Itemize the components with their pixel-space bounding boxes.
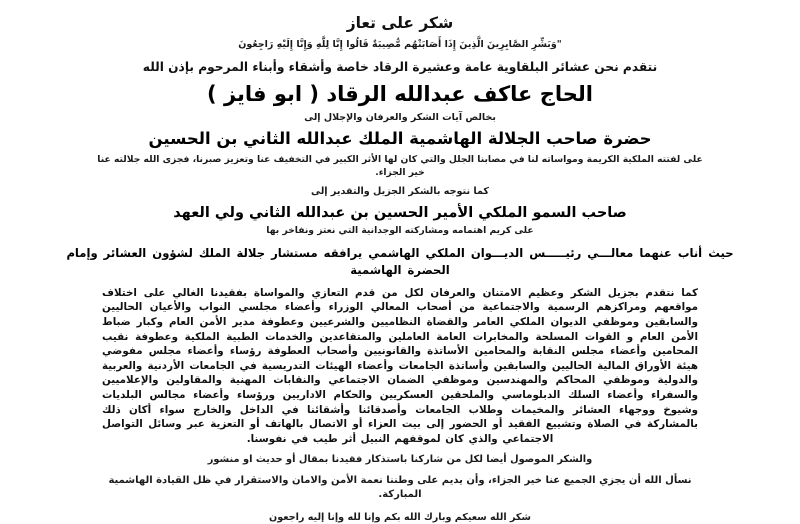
crown-prince-lead-line: كما نتوجه بالشكر الجزيل والتقدير إلى [310,185,490,197]
crown-prince-gratitude-note: على كريم اهتمامه ومشاركته الوجدانية التي نعتز ونفاخر بها [266,225,534,237]
family-intro-line: نتقدم نحن عشائر البلقاوية عامة وعشيرة الرقاد خاصة وأشقاء وأبناء المرحوم بإذن الله [142,60,658,75]
crown-prince-title-line: صاحب السمو الملكي الأمير الحسين بن عبدالله الثاني ولي العهد [173,205,627,222]
final-blessing-line: شكر الله سعيكم وبارك الله بكم وإنا لله وإنا إليه راجعون [269,511,531,523]
king-gratitude-note: على لفتته الملكية الكريمة ومواساته لنا في مصابنا الجلل والتي كان لها الأثر الكبير في التخفيف عنا وتعزيز صبرنا، فجزى الله جلالته عنا خير الجزاء. [97,153,703,178]
deceased-name: الحاج عاكف عبدالله الرقاد ( ابو فايز ) [207,81,593,106]
additional-thanks-line: والشكر الموصول أيضا لكل من شاركنا باستذكار فقيدنا بمقال أو حديث او منشور [207,454,593,466]
quranic-verse: "وَبَشِّرِ الصَّابِرِينَ الَّذِينَ إِذَا أَصَابَتْهُم مُّصِيبَةٌ قَالُوا إِنَّا لِلَّهِ وَإِنَّا إِلَيْهِ رَاجِعُونَ [238,38,562,50]
thanks-lead-line: بخالص آيات الشكر والعرفان والإجلال إلى [304,111,496,123]
page-title: شكر على تعاز [346,14,454,32]
supplication-paragraph: نسأل الله أن يجزي الجميع عنا خير الجزاء، وأن يديم على وطننا نعمة الأمن والامان والاستقرار في ظل القيادة الهاشمية المباركة. [108,474,692,500]
king-title-line: حضرة صاحب الجلالة الهاشمية الملك عبدالله الثاني بن الحسين [148,129,652,149]
royal-court-representation-line: حيث أناب عنهما معالـــي رئيـــــس الديـــوان الملكي الهاشمي يرافقه مستشار جلالة الملك لشؤون العشائر وإمام الحضرة الهاشمية [66,246,734,277]
main-acknowledgement-paragraph: كما نتقدم بجزيل الشكر وعظيم الامتنان والعرفان لكل من قدم التعازي والمواساة بفقيدنا الغالي على اختلاف مواقعهم ومراكزهم الرسمية والاجتماعية من أصحاب المعالي الوزراء وأعضاء مجلسي النواب والأعيان الحاليين والسابقين وموظفي الديوان الملكي العامر والقضاة النظاميين والشرعيين وعطوفة مدير الأمن العام وكبار ضباط الأمن العام و القوات المسلحة والمخابرات العامة العاملين والمتقاعدين والخدمات الطبية الملكية وعطوفة نقيب المحامين وأعضاء مجلس النقابة والمحامين الأساتذة والقانونيين وأصحاب العطوفة رؤساء وأعضاء مجلس مفوضي هيئة الأوراق المالية الحاليين والسابقين وأساتذة الجامعات وأعضاء الهيئات التدريسية في الجامعات الأردنية والعربية والدولية وموظفي المحاكم والمهندسين وموظفي الضمان الاجتماعي والنقابات المهنية والمقاولين والإعلاميين والسفراء وأعضاء السلك الدبلوماسي والملحقين العسكريين والحكام الاداريين ورؤساء وأعضاء مجالس البلديات وشيوخ ووجهاء العشائر والمخيمات وطلاب الجامعات وأصدقائنا وأشقائنا في الداخل والخارج سواء أكان ذلك بالمشاركة في الصلاة وتشييع الفقيد أو الحضور إلى بيت العزاء أو الاتصال بالهاتف أو التعزية عبر وسائل التواصل الاجتماعي والذي كان لموقفهم النبيل أثر طيب في نفوسنا. [102,286,698,445]
